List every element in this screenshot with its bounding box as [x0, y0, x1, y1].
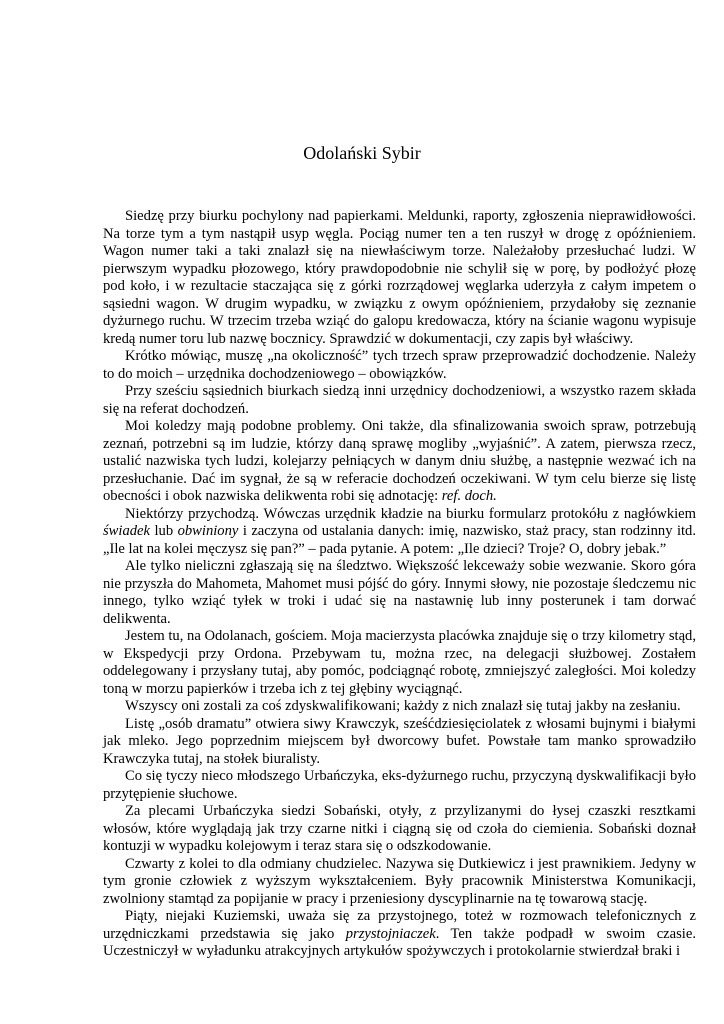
paragraph — [103, 803, 696, 856]
document-body — [103, 208, 696, 961]
paragraph-text: Jestem tu, na Odolanach, gościem. Moja macierzysta placówka znajduje się o trzy kilometry stąd, w Ekspedycji przy Ordona. Przebywam tu, można rzec, na delegacji służbowej. Zostałem oddelegowany i przysłany tutaj, aby pomóc, podciągnąć robotę, zmniejszyć zaległości. Moi koledzy toną w morzu papierków i trzeba ich z tej głębiny wyciągnąć. — [103, 628, 697, 697]
italic-text: obwiniony — [177, 523, 239, 539]
paragraph — [103, 716, 696, 769]
paragraph — [103, 418, 696, 506]
italic-text: przystojniaczek — [345, 925, 436, 942]
paragraph-text: Siedzę przy biurku pochylony nad papierkami. Meldunki, raporty, zgłoszenia nieprawidłowości. Na torze tym a tym nastąpił usyp węgla. Pociąg numer ten a ten ruszył w drogę z opóźnieniem. Wagon numer taki a taki znalazł się na niewłaściwym torze. Należałoby przesłuchać ludzi. W pierwszym wypadku płozowego, który prawdopodobnie nie schylił się w porę, by podłożyć płozę pod koło, i w rezultacie staczająca się z górki rozrządowej węglarka uderzyła z całym impetem o sąsiedni wagon. W drugim wypadku, w związku z owym opóźnieniem, przydałoby się zeznanie dyżurnego ruchu. W trzecim trzeba wziąć do galopu kredowacza, który na ścianie wagonu wypisuje kredą numer toru lub nazwę bocznicy. Sprawdzić w dokumentacji, czy zapis był właściwy. — [103, 208, 696, 347]
paragraph-text: Czwarty z kolei to dla odmiany chudzielec. Nazywa się Dutkiewicz i jest prawnikiem. Jedyny w tym gronie człowiek z wyższym wykształceniem. Były pracownik Ministerstwa Komunikacji, zwolniony stamtąd za popijanie w pracy i przeniesiony dyscyplinarnie na tę towarową stację. — [103, 855, 696, 907]
paragraph-text: Co się tyczy nieco młodszego Urbańczyka, eks-dyżurnego ruchu, przyczyną dyskwalifikacji było przytępienie słuchowe. — [103, 768, 696, 802]
italic-text: świadek — [103, 523, 151, 539]
paragraph — [103, 628, 696, 698]
paragraph — [103, 383, 696, 418]
paragraph — [103, 348, 696, 383]
paragraph — [103, 768, 696, 803]
paragraph-text: lub — [150, 523, 178, 539]
paragraph — [103, 856, 696, 909]
paragraph — [103, 908, 696, 961]
paragraph — [103, 558, 696, 628]
paragraph-text: Moi koledzy mają podobne problemy. Oni także, dla sfinalizowania swoich spraw, potrzebują zeznań, potrzebni są im ludzie, którzy daną sprawę mogliby „wyjaśnić”. A zatem, pierwsza rzecz, ustalić nazwiska tych ludzi, kolejarzy pełniących w danym dniu służbę, a następnie wezwać ich na przesłuchanie. Dać im sygnał, że są w referacie dochodzeń oczekiwani. W tym celu bierze się listę obecności i obok nazwiska delikwenta robi się adnotację: — [103, 418, 696, 504]
paragraph-text: Ale tylko nieliczni zgłaszają się na śledztwo. Większość lekceważy sobie wezwanie. Skoro góra nie przyszła do Mahometa, Mahomet musi pójść do góry. Innymi słowy, nie pozostaje śledczemu nic innego, tylko wziąć tyłek w troki i udać się na nastawnię lub inny posterunek i tam dorwać delikwenta. — [103, 558, 696, 627]
paragraph-text: Przy sześciu sąsiednich biurkach siedzą inni urzędnicy dochodzeniowi, a wszystko razem składa się na referat dochodzeń. — [103, 383, 696, 417]
paragraph-text: Wszyscy oni zostali za coś zdyskwalifikowani; każdy z nich znalazł się tutaj jakby na zesłaniu. — [125, 698, 681, 714]
paragraph — [103, 208, 696, 348]
paragraph-text: Listę „osób dramatu” otwiera siwy Krawczyk, sześćdziesięciolatek z włosami bujnymi i białymi jak mleko. Jego poprzednim miejscem był dworcowy bufet. Powstałe tam manko sprowadziło Krawczyka tutaj, na stołek biuralisty. — [103, 715, 696, 767]
paragraph-text: Za plecami Urbańczyka siedzi Sobański, otyły, z przylizanymi do łysej czaszki resztkami włosów, które wyglądają jak trzy czarne nitki i ciągną się od czoła do ciemienia. Sobański doznał kontuzji w wypadku kolejowym i teraz stara się o odszkodowanie. — [103, 803, 696, 854]
paragraph — [103, 506, 696, 559]
paragraph-text: i zaczyna od ustalania danych: imię, nazwisko, staż pracy, stan rodzinny itd. „Ile lat na kolei męczysz się pan?” – pada pytanie. A potem: „Ile dzieci? Troje? O, dobry jebak.” — [103, 523, 696, 557]
italic-text: ref. doch. — [441, 488, 497, 504]
paragraph-text: Krótko mówiąc, muszę „na okoliczność” tych trzech spraw przeprowadzić dochodzenie. Należy to do moich – urzędnika dochodzeniowego – obowiązków. — [103, 348, 696, 382]
paragraph — [103, 698, 696, 716]
document-title: Odolański Sybir — [303, 143, 421, 163]
paragraph-text: Piąty, niejaki Kuziemski, uważa się za przystojnego, toteż w rozmowach telefonicznych z urzędniczkami przedstawia się jako — [103, 908, 696, 942]
paragraph-text: . Ten także podpadł w swoim czasie. Uczestniczył w wyładunku atrakcyjnych artykułów spożywczych i protokolarnie stwierdzał braki i — [103, 925, 696, 959]
paragraph-text: Niektórzy przychodzą. Wówczas urzędnik kładzie na biurku formularz protokółu z nagłówkiem — [125, 505, 696, 522]
